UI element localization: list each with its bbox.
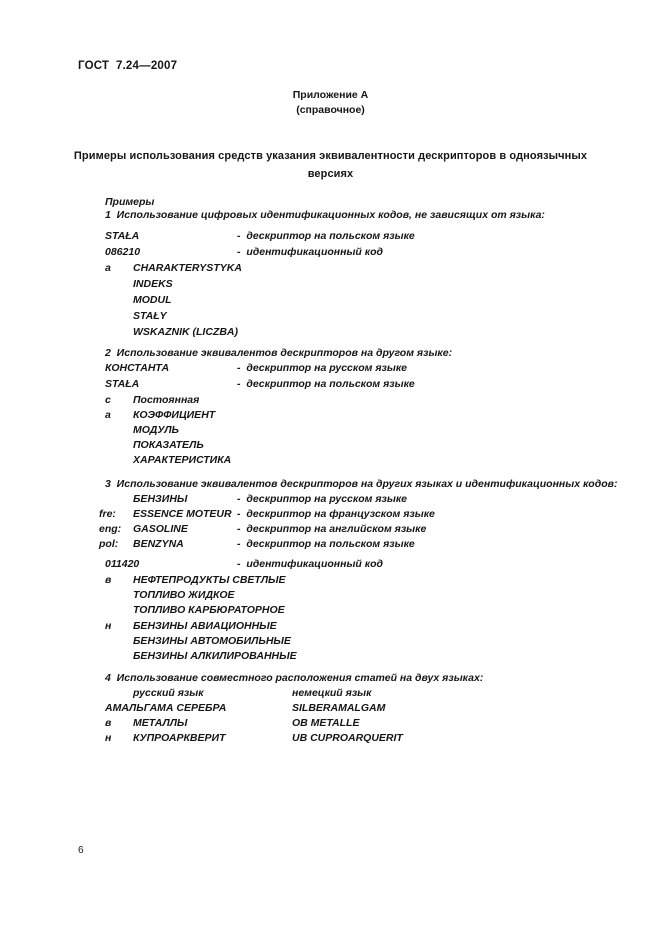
term-cell: STAŁA: [105, 378, 140, 390]
term-cell-right: SILBERAMALGAM: [292, 702, 386, 714]
example1-heading-row: [0, 209, 661, 223]
example2-list-row: [0, 409, 661, 423]
example1-list-row: [0, 278, 661, 292]
page-number: 6: [78, 845, 84, 856]
example2-heading-row: [0, 347, 661, 361]
term-cell: АМАЛЬГАМА СЕРЕБРА: [105, 702, 227, 714]
examples-label: Примеры: [105, 196, 155, 208]
marker-cell: a: [105, 262, 111, 274]
term-cell: STAŁY: [133, 310, 167, 322]
lang-prefix-cell: fre:: [99, 508, 116, 520]
term-cell: ТОПЛИВО ЖИДКОЕ: [133, 589, 235, 601]
lang-prefix-cell: eng:: [99, 523, 122, 535]
example3-heading: 3 Использование эквивалентов дескрипторов на других языках и идентификационных кодов:: [105, 478, 618, 490]
appendix-kind: (справочное): [296, 104, 365, 116]
example2-heading: 2 Использование эквивалентов дескрипторов на другом языке:: [105, 347, 453, 359]
term-cell: КОЭФФИЦИЕНТ: [133, 409, 216, 421]
example1-list-row: [0, 262, 661, 276]
example3-list-row: [0, 650, 661, 664]
term-cell: НЕФТЕПРОДУКТЫ СВЕТЛЫЕ: [133, 574, 286, 586]
desc-cell: - дескриптор на русском языке: [237, 362, 407, 374]
example3-list-row: [0, 604, 661, 618]
lang-prefix-cell: pol:: [99, 538, 119, 550]
term-cell-right: OB METALLE: [292, 717, 360, 729]
term-cell: ХАРАКТЕРИСТИКА: [133, 454, 232, 466]
example4-heading: 4 Использование совместного расположения статей на двух языках:: [105, 672, 484, 684]
appendix-block: [0, 88, 661, 118]
term-cell: КУПРОАРКВЕРИТ: [133, 732, 226, 744]
term-cell: КОНСТАНТА: [105, 362, 170, 374]
term-cell-right: UB CUPROARQUERIT: [292, 732, 403, 744]
desc-cell: - дескриптор на польском языке: [237, 378, 415, 390]
term-cell: БЕНЗИНЫ АВТОМОБИЛЬНЫЕ: [133, 635, 291, 647]
example3-heading-row: [0, 478, 661, 492]
example3-list-row: [0, 635, 661, 649]
term-cell: 086210: [105, 246, 141, 258]
term-cell: MODUL: [133, 294, 172, 306]
example4-heading-row: [0, 672, 661, 686]
example4-row: [0, 702, 661, 716]
example2-pair-row: [0, 378, 661, 392]
example2-pair-row: [0, 362, 661, 376]
term-cell: МОДУЛЬ: [133, 424, 179, 436]
example3-lang-row: [0, 493, 661, 507]
term-cell: Постоянная: [133, 394, 200, 406]
term-cell: GASOLINE: [133, 523, 188, 535]
term-cell: CHARAKTERYSTYKA: [133, 262, 242, 274]
desc-cell: - дескриптор на французском языке: [237, 508, 435, 520]
term-cell: ESSENCE MOTEUR: [133, 508, 232, 520]
marker-cell: в: [105, 717, 112, 729]
term-cell: МЕТАЛЛЫ: [133, 717, 188, 729]
term-cell: BENZYNA: [133, 538, 184, 550]
term-cell: STAŁA: [105, 230, 140, 242]
example4-colheader-row: [0, 687, 661, 701]
page-title: [70, 148, 591, 183]
term-cell: БЕНЗИНЫ АЛКИЛИРОВАННЫЕ: [133, 650, 297, 662]
appendix-label: Приложение А: [292, 89, 369, 101]
examples-label-row: [0, 196, 661, 210]
example2-list-row: [0, 439, 661, 453]
example1-pair-row: [0, 246, 661, 260]
desc-cell: - идентификационный код: [237, 246, 383, 258]
marker-cell: в: [105, 574, 112, 586]
term-cell: БЕНЗИНЫ АВИАЦИОННЫЕ: [133, 620, 277, 632]
desc-cell: - дескриптор на русском языке: [237, 493, 407, 505]
desc-cell: - дескриптор на польском языке: [237, 230, 415, 242]
marker-cell: н: [105, 732, 112, 744]
example3-list-row: [0, 620, 661, 634]
example3-lang-row: [0, 538, 661, 552]
term-cell: 011420: [105, 558, 140, 570]
column-header-right: немецкий язык: [292, 687, 372, 699]
example3-list-row: [0, 574, 661, 588]
marker-cell: а: [105, 409, 111, 421]
column-header-left: русский язык: [133, 687, 204, 699]
example1-list-row: [0, 294, 661, 308]
example1-pair-row: [0, 230, 661, 244]
page-title-line1: Примеры использования средств указания эквивалентности дескрипторов в одноязычных: [73, 150, 588, 162]
term-cell: INDEKS: [133, 278, 173, 290]
term-cell: ТОПЛИВО КАРБЮРАТОРНОЕ: [133, 604, 285, 616]
example1-list-row: [0, 310, 661, 324]
example2-list-row: [0, 394, 661, 408]
desc-cell: - дескриптор на английском языке: [237, 523, 427, 535]
page-title-line2: версиях: [307, 167, 354, 180]
desc-cell: - дескриптор на польском языке: [237, 538, 415, 550]
example4-row: [0, 717, 661, 731]
example4-row: [0, 732, 661, 746]
example3-list-row: [0, 589, 661, 603]
doc-code: ГОСТ 7.24—2007: [78, 60, 178, 72]
example2-list-row: [0, 454, 661, 468]
example1-heading: 1 Использование цифровых идентификационных кодов, не зависящих от языка:: [105, 209, 545, 221]
term-cell: ПОКАЗАТЕЛЬ: [133, 439, 204, 451]
example3-code-row: [0, 558, 661, 572]
example2-list-row: [0, 424, 661, 438]
desc-cell: - идентификационный код: [237, 558, 383, 570]
marker-cell: н: [105, 620, 112, 632]
term-cell: WSKAZNIK (LICZBA): [133, 326, 238, 338]
example3-lang-row: [0, 523, 661, 537]
term-cell: БЕНЗИНЫ: [133, 493, 188, 505]
example1-list-row: [0, 326, 661, 340]
marker-cell: с: [105, 394, 111, 406]
example3-lang-row: [0, 508, 661, 522]
